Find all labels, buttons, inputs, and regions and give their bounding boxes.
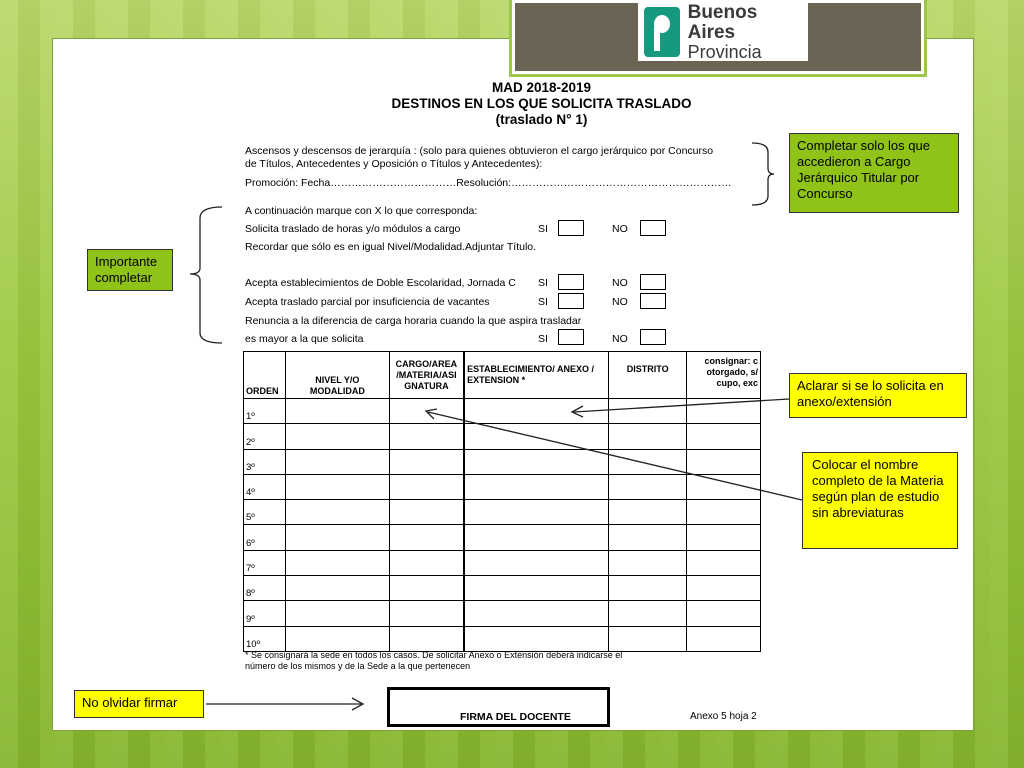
si-label: SI xyxy=(538,277,548,289)
renuncia-question: Renuncia a la diferencia de carga horaria cuando la que aspira trasladar xyxy=(245,315,582,327)
marque-text: A continuación marque con X lo que corresponda: xyxy=(245,205,478,217)
brace-right-icon xyxy=(752,143,774,205)
ascensos-text-2: de Títulos, Antecedentes y Oposición o Títulos y Antecedentes): xyxy=(245,158,543,170)
row-order: 1º xyxy=(244,399,286,424)
horas-question: Solicita traslado de horas y/o módulos a cargo xyxy=(245,223,461,235)
brace-left-icon xyxy=(190,207,222,343)
mayor-question: es mayor a la que solicita xyxy=(245,333,364,345)
row-order: 3º xyxy=(244,449,286,474)
note-cargo-jerarquico: Completar solo los que accedieron a Cargo Jerárquico Titular por Concurso xyxy=(789,133,959,213)
logo-line2: Provincia xyxy=(687,42,762,62)
row-order: 4º xyxy=(244,474,286,499)
row-order: 8º xyxy=(244,576,286,601)
si-label: SI xyxy=(538,333,548,345)
no-label: NO xyxy=(612,223,628,235)
header-distrito: DISTRITO xyxy=(609,352,687,399)
note-anexo: Aclarar si se lo solicita en anexo/extensión xyxy=(789,373,967,418)
ascensos-text-1: Ascensos y descensos de jerarquía : (solo para quienes obtuvieron el cargo jerárquico por Concurso xyxy=(245,145,714,157)
row-order: 7º xyxy=(244,550,286,575)
row-order: 5º xyxy=(244,500,286,525)
row-order: 2º xyxy=(244,424,286,449)
header-nivel: NIVEL Y/O MODALIDAD xyxy=(285,352,389,399)
si-label: SI xyxy=(538,296,548,308)
header-orden: ORDEN xyxy=(244,352,286,399)
header-consignar: consignar: c otorgado, s/ cupo, exc xyxy=(687,352,761,399)
promocion-line: Promoción: Fecha………………………………Resolución:……………………………………………………… xyxy=(245,177,732,189)
firma-label: FIRMA DEL DOCENTE xyxy=(460,711,571,723)
arrow-anexo-icon xyxy=(574,399,789,412)
logo-line1: Buenos Aires xyxy=(687,2,758,43)
si-label: SI xyxy=(538,223,548,235)
arrow-materia-icon xyxy=(428,412,802,500)
anexo-label: Anexo 5 hoja 2 xyxy=(690,711,757,722)
no-label: NO xyxy=(612,277,628,289)
parcial-question: Acepta traslado parcial por insuficiencia de vacantes xyxy=(245,296,490,308)
no-label: NO xyxy=(612,296,628,308)
doble-question: Acepta establecimientos de Doble Escolaridad, Jornada C xyxy=(245,277,516,289)
footnote: * Se consignará la sede en todos los casos. De solicitar Anexo o Extensión deberá indicarse el número de los mismos y de la Sede a la que pertenecen xyxy=(245,650,623,671)
note-materia: Colocar el nombre completo de la Materia según plan de estudio sin abreviaturas xyxy=(802,452,958,549)
header-establecimiento: ESTABLECIMIENTO/ ANEXO / EXTENSION * xyxy=(464,352,609,399)
form-title: MAD 2018-2019 DESTINOS EN LOS QUE SOLICITA TRASLADO (traslado N° 1) xyxy=(391,80,692,127)
note-importante: Importante completar xyxy=(87,249,173,291)
row-order: 9º xyxy=(244,601,286,626)
row-order: 10º xyxy=(244,626,286,651)
no-label: NO xyxy=(612,333,628,345)
row-order: 6º xyxy=(244,525,286,550)
note-firmar: No olvidar firmar xyxy=(74,690,204,718)
header-cargo: CARGO/AREA /MATERIA/ASI GNATURA xyxy=(389,352,464,399)
recordar-text: Recordar que sólo es en igual Nivel/Modalidad.Adjuntar Título. xyxy=(245,241,537,253)
